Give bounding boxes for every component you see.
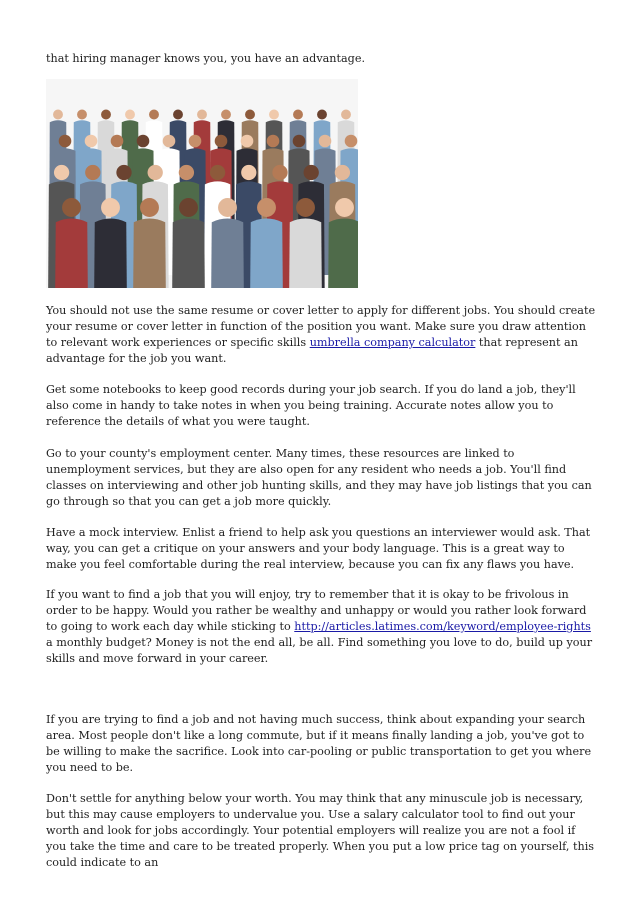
worker-head — [59, 135, 72, 148]
worker-head — [345, 135, 358, 148]
paragraph-worth: Don't settle for anything below your worth. You may think that any minuscule job is necessary, but this may cause employers to undervalue you. Use a salary calculator tool to find out your worth and look for jobs accordingly. Your potential employers will realize you are not a fool if you take the time and care to be treated properly. When you put a low price tag on yourself, this could indicate to an — [46, 792, 595, 869]
paragraph-text: that represent an advantage for the job you want. — [46, 336, 578, 365]
worker-head — [221, 110, 231, 120]
worker-head — [53, 110, 63, 120]
worker-head — [111, 135, 124, 148]
crowd-of-workers-photo — [46, 79, 358, 288]
worker-head — [218, 198, 237, 217]
paragraph-employment-center: Go to your county's employment center. Many times, these resources are linked to unemployment services, but they are also open for any resident who needs a job. You'll find classes on interviewing and other job hunting skills, and they may have job listings that you can go through so that you can get a job more quickly. — [46, 447, 592, 508]
worker-head — [335, 198, 354, 217]
worker-head — [341, 110, 351, 120]
worker-head — [189, 135, 202, 148]
worker-head — [137, 135, 150, 148]
umbrella-calculator-link[interactable]: umbrella company calculator — [309, 336, 476, 349]
worker-head — [245, 110, 255, 120]
worker-head — [77, 110, 87, 120]
worker-head — [173, 110, 183, 120]
paragraph-text: a monthly budget? Money is not the end all, be all. Find something you love to do, build up your skills and move forward in your career. — [46, 636, 593, 665]
worker-head — [101, 110, 111, 120]
worker-head — [101, 198, 120, 217]
worker-body — [55, 219, 89, 288]
worker-head — [116, 165, 131, 180]
worker-head — [267, 135, 280, 148]
worker-body — [94, 219, 128, 288]
paragraph-notebooks: Get some notebooks to keep good records during your job search. If you do land a job, they'll also come in handy to take notes in when you being training. Accurate notes allow you to reference the details of what you were taught. — [46, 383, 576, 428]
worker-head — [163, 135, 176, 148]
worker-head — [197, 110, 207, 120]
worker-head — [215, 135, 228, 148]
worker-head — [140, 198, 159, 217]
paragraph-text: You should not use the same resume or cover letter to apply for different jobs. You should create your resume or cover letter in function of the position you want. Make sure you draw attention to relevant work experiences or specific skills — [46, 304, 596, 349]
worker-head — [293, 135, 306, 148]
crowd-of-workers-icon — [46, 79, 358, 288]
worker-body — [211, 219, 245, 288]
worker-head — [269, 110, 279, 120]
worker-body — [289, 219, 323, 288]
paragraph-text: If you want to find a job that you will enjoy, try to remember that it is okay to be frivolous in order to be happy. Would you rather be wealthy and unhappy or would you rather look forward to going to work each day while sticking to — [46, 588, 587, 633]
worker-head — [335, 165, 350, 180]
worker-head — [296, 198, 315, 217]
paragraph-mock-interview: Have a mock interview. Enlist a friend to help ask you questions an interviewer would ask. That way, you can get a critique on your answers and your body language. This is a great way to make you feel comfortable during the real interview, because you can fix any flaws you have. — [46, 526, 591, 571]
worker-head — [85, 135, 98, 148]
worker-head — [149, 110, 159, 120]
worker-head — [148, 165, 163, 180]
worker-head — [54, 165, 69, 180]
worker-head — [317, 110, 327, 120]
worker-head — [293, 110, 303, 120]
worker-head — [179, 198, 198, 217]
worker-head — [125, 110, 135, 120]
worker-head — [304, 165, 319, 180]
worker-head — [85, 165, 100, 180]
worker-head — [319, 135, 332, 148]
worker-body — [172, 219, 206, 288]
worker-head — [62, 198, 81, 217]
worker-head — [241, 165, 256, 180]
paragraph-enjoy-job — [46, 587, 598, 667]
worker-head — [241, 135, 254, 148]
paragraph-resume — [46, 303, 598, 367]
worker-body — [133, 219, 167, 288]
worker-body — [250, 219, 284, 288]
worker-head — [179, 165, 194, 180]
lead-paragraph: that hiring manager knows you, you have an advantage. — [46, 52, 366, 65]
worker-body — [328, 219, 358, 288]
paragraph-search-area: If you are trying to find a job and not having much success, think about expanding your search area. Most people don't like a long commute, but if it means finally landing a job, you've got to be willing to make the sacrifice. Look into car-pooling or public transportation to get you where you need to be. — [46, 713, 592, 774]
worker-head — [210, 165, 225, 180]
worker-head — [272, 165, 287, 180]
worker-head — [257, 198, 276, 217]
latimes-employee-rights-link[interactable]: http://articles.latimes.com/keyword/employee-rights — [294, 620, 591, 633]
